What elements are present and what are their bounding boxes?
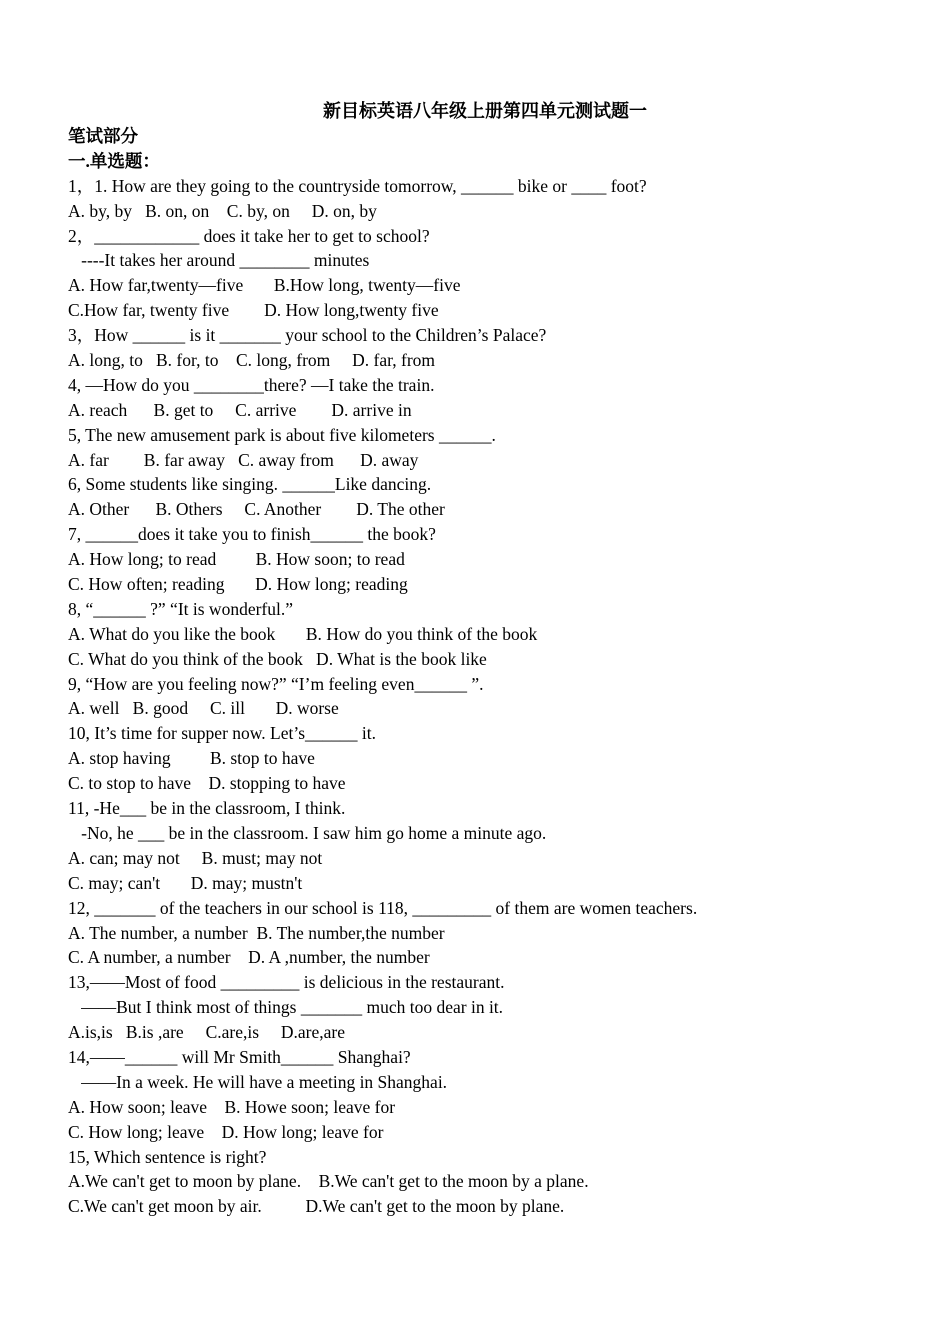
question-line: 11, -He___ be in the classroom, I think. bbox=[68, 798, 346, 819]
subsection-heading: 一.单选题： bbox=[68, 150, 160, 171]
question-line: C.We can't get moon by air. D.We can't get to the moon by plane. bbox=[68, 1196, 565, 1217]
question-line: C. How long; leave D. How long; leave for bbox=[68, 1121, 384, 1142]
question-line: 7, ______does it take you to finish______ the book? bbox=[68, 524, 436, 545]
question-line: A. How long; to read B. How soon; to read bbox=[68, 549, 405, 570]
question-line: A. long, to B. for, to C. long, from D. far, from bbox=[68, 350, 436, 371]
question-line: 2，____________ does it take her to get to school? bbox=[68, 225, 430, 246]
question-line: A. Other B. Others C. Another D. The other bbox=[68, 499, 445, 520]
question-line: 4, —How do you ________there? —I take the train. bbox=[68, 374, 435, 395]
question-line: 5, The new amusement park is about five kilometers ______. bbox=[68, 424, 496, 445]
question-line: 6, Some students like singing. ______Like dancing. bbox=[68, 474, 432, 495]
question-line: 3，How ______ is it _______ your school to the Children’s Palace? bbox=[68, 325, 547, 346]
question-line: 10, It’s time for supper now. Let’s______ it. bbox=[68, 723, 376, 744]
question-line: 12, _______ of the teachers in our school is 118, _________ of them are women teachers. bbox=[68, 897, 698, 918]
question-line: 9, “How are you feeling now?” “I’m feeling even______ ”. bbox=[68, 673, 484, 694]
question-line: A. The number, a number B. The number,the number bbox=[68, 922, 445, 943]
question-line: ----It takes her around ________ minutes bbox=[68, 250, 370, 271]
page-title: 新目标英语八年级上册第四单元测试题一 bbox=[323, 101, 647, 121]
question-line: C. A number, a number D. A ,number, the number bbox=[68, 947, 430, 968]
question-line: ——But I think most of things _______ much too dear in it. bbox=[68, 997, 504, 1018]
question-line: A.We can't get to moon by plane. B.We can't get to the moon by a plane. bbox=[68, 1171, 589, 1192]
question-line: A. What do you like the book B. How do you think of the book bbox=[68, 623, 538, 644]
section-heading: 笔试部分 bbox=[68, 126, 138, 146]
question-line: C. may; can't D. may; mustn't bbox=[68, 872, 303, 893]
question-list bbox=[68, 174, 910, 1219]
question-line: 15, Which sentence is right? bbox=[68, 1146, 267, 1167]
question-line: 13,——Most of food _________ is delicious in the restaurant. bbox=[68, 972, 505, 993]
question-line: ——In a week. He will have a meeting in Shanghai. bbox=[68, 1071, 448, 1092]
question-line: 8, “______ ?” “It is wonderful.” bbox=[68, 598, 293, 619]
question-line: 1，1. How are they going to the countryside tomorrow, ______ bike or ____ foot? bbox=[68, 175, 647, 196]
question-line: A. can; may not B. must; may not bbox=[68, 847, 323, 868]
question-line: C. How often; reading D. How long; reading bbox=[68, 574, 408, 595]
question-line: A. well B. good C. ill D. worse bbox=[68, 698, 339, 719]
question-line: -No, he ___ be in the classroom. I saw him go home a minute ago. bbox=[68, 822, 547, 843]
question-line: A.is,is B.is ,are C.are,is D.are,are bbox=[68, 1022, 346, 1043]
question-line: C. What do you think of the book D. What is the book like bbox=[68, 648, 487, 669]
question-line: A. by, by B. on, on C. by, on D. on, by bbox=[68, 200, 377, 221]
question-line: A. How soon; leave B. Howe soon; leave for bbox=[68, 1096, 396, 1117]
question-line: A. How far,twenty—five B.How long, twenty—five bbox=[68, 275, 461, 296]
question-line: C.How far, twenty five D. How long,twenty five bbox=[68, 300, 439, 321]
question-line: 14,——______ will Mr Smith______ Shanghai? bbox=[68, 1046, 411, 1067]
question-line: A. far B. far away C. away from D. away bbox=[68, 449, 419, 470]
question-line: C. to stop to have D. stopping to have bbox=[68, 773, 346, 794]
question-line: A. stop having B. stop to have bbox=[68, 748, 315, 769]
question-line: A. reach B. get to C. arrive D. arrive in bbox=[68, 399, 412, 420]
